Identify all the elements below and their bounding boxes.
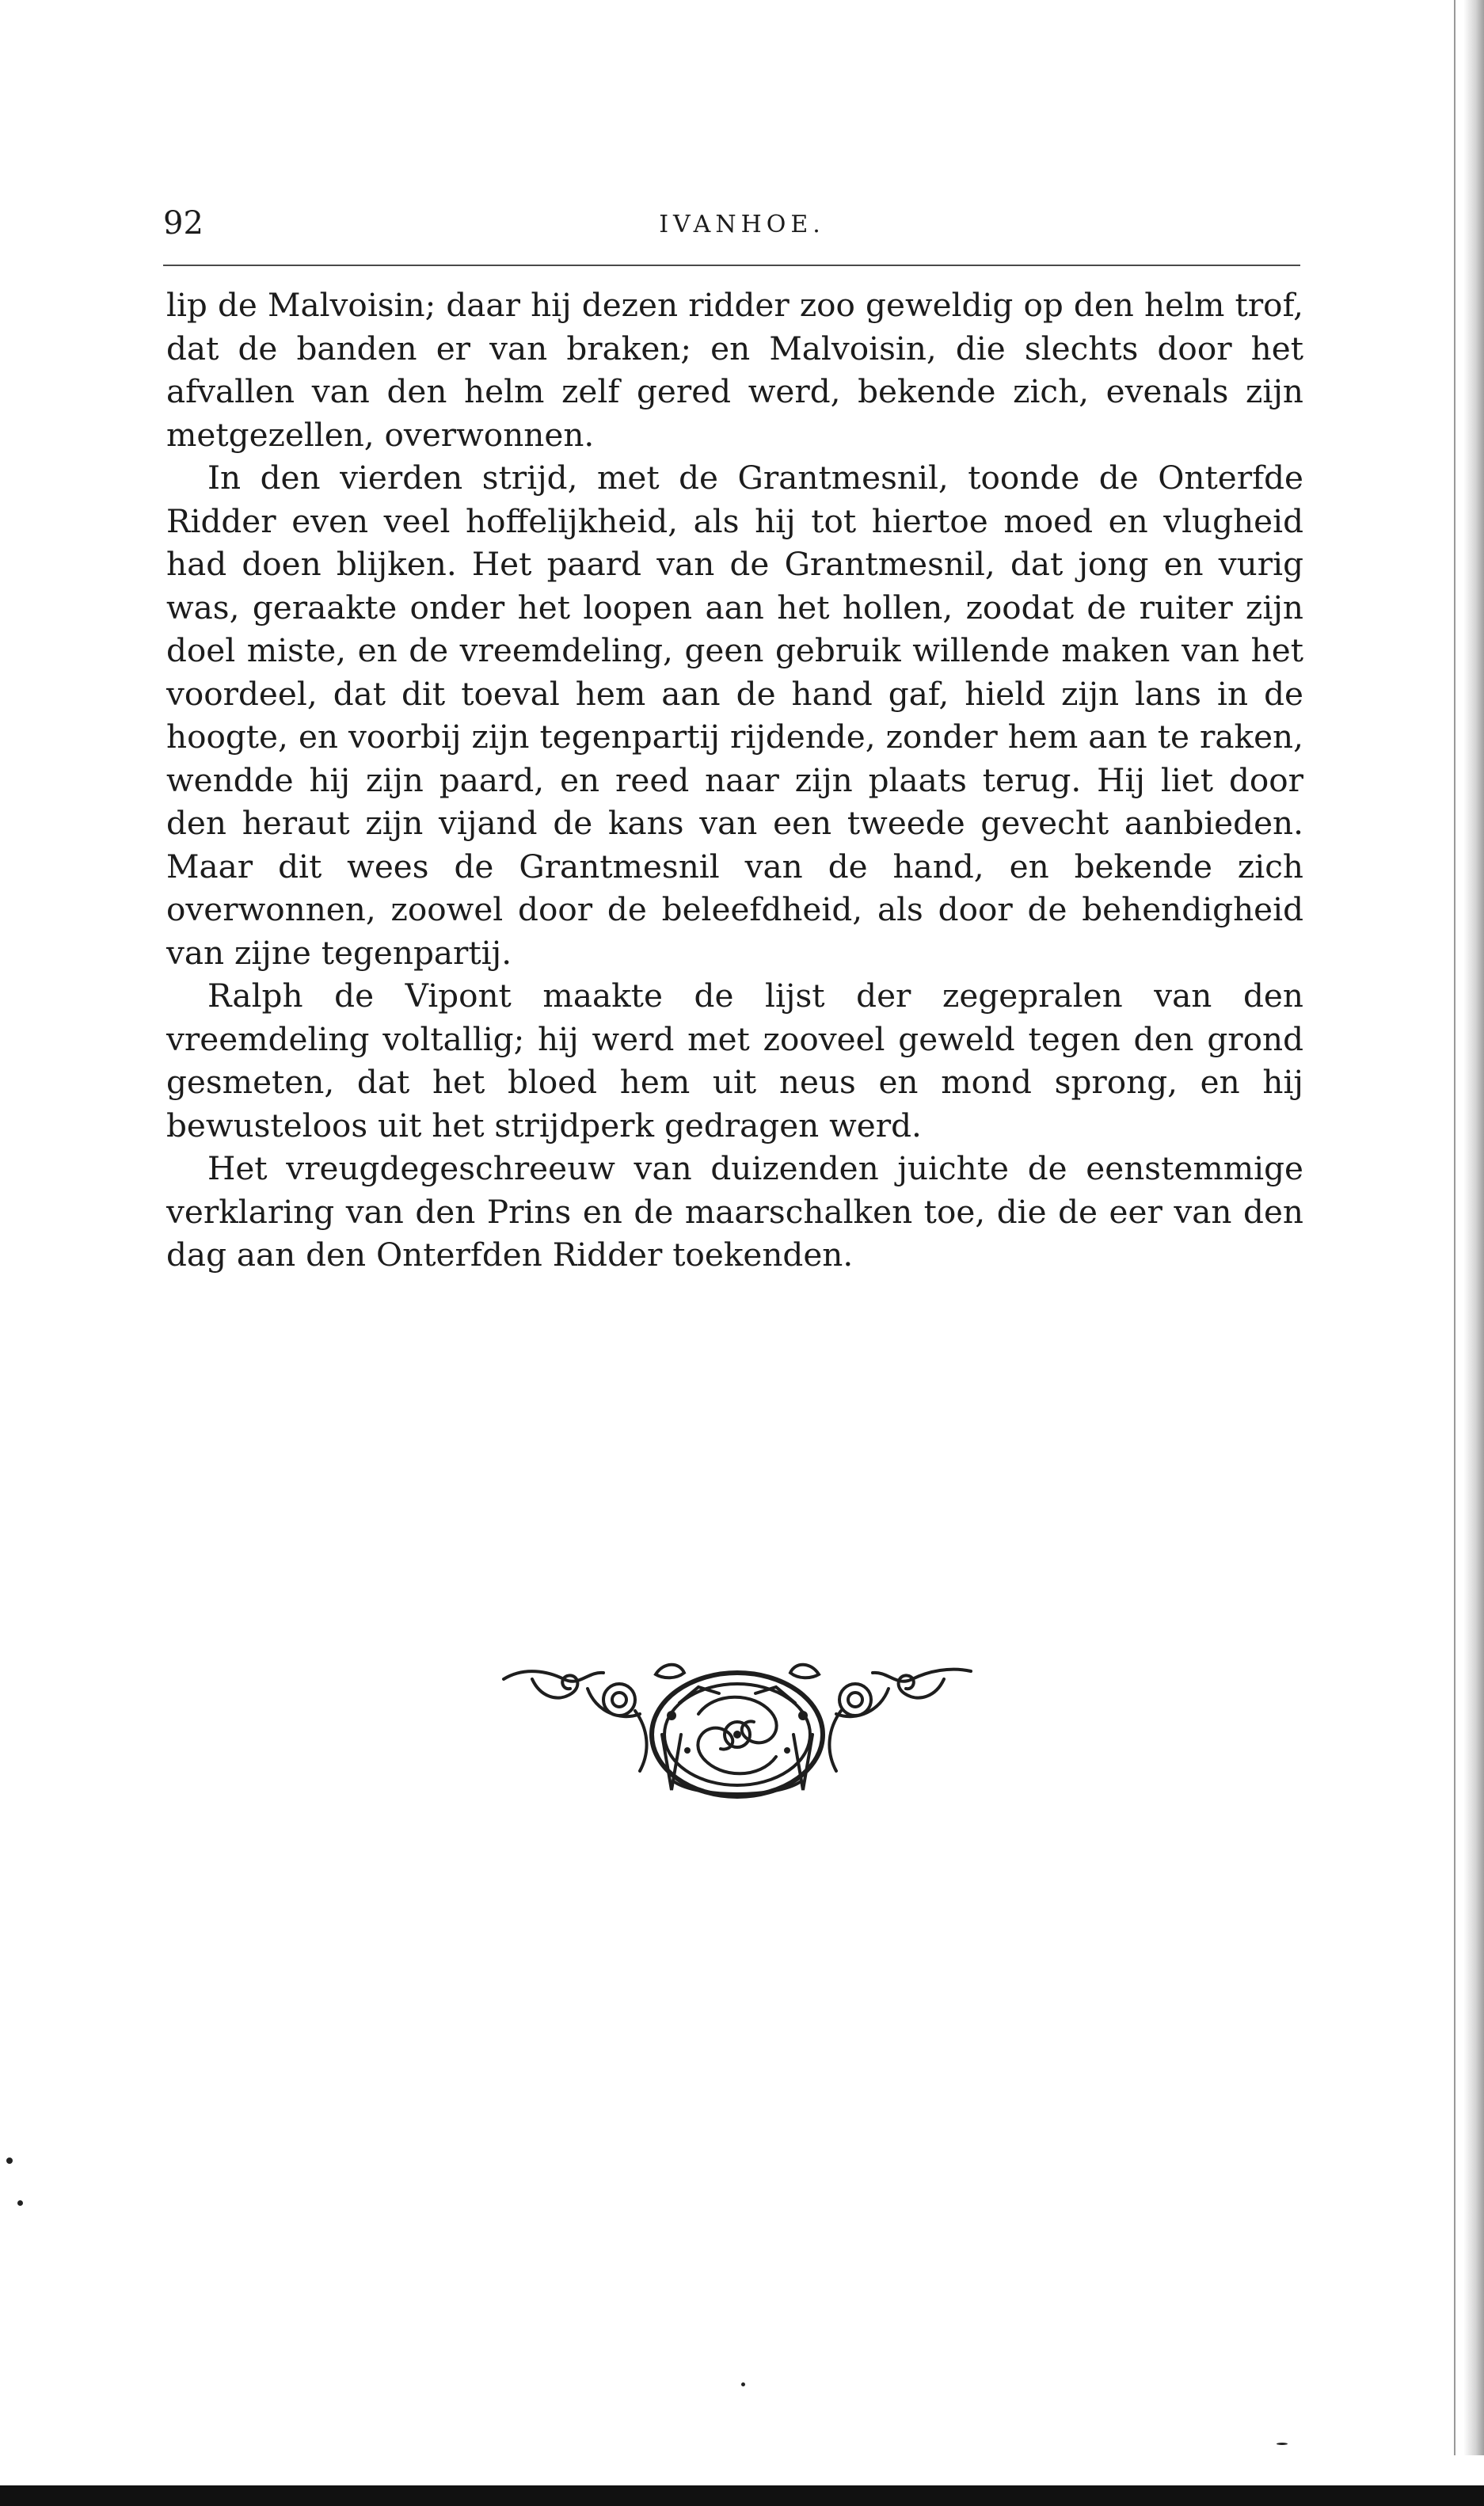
paragraph-2: In den vierden strijd, met de Grantmesnil, toonde de Onterfde Ridder even veel hoffelijkheid, als hij tot hiertoe moed en vlugheid had doen blijken. Het paard van de Grantmesnil, dat jong en vurig was, geraakte onder het loopen aan het hollen, zoodat de ruiter zijn doel miste, en de vreemdeling, geen gebruik willende maken van het voordeel, dat dit toeval hem aan de hand gaf, hield zijn lans in de hoogte, en voorbij zijn tegenpartij rijdende, zonder hem aan te raken, wendde hij zijn paard, en reed naar zijn plaats terug. Hij liet door den heraut zijn vijand de kans van een tweede gevecht aanbieden. Maar dit wees de Grantmesnil van de hand, en bekende zich overwonnen, zoowel door de beleefdheid, als door de behendigheid van zijne tegenpartij. [166, 459, 1303, 972]
scan-speck [6, 2158, 13, 2164]
page-number: 92 [163, 205, 204, 242]
paragraph-3: Ralph de Vipont maakte de lijst der zegepralen van den vreemdeling voltallig; hij werd met zooveel geweld tegen den grond gesmeten, dat het bloed hem uit neus en mond sprong, en hij bewusteloos uit het strijdperk gedragen werd. [166, 977, 1303, 1144]
scan-speck [1277, 2443, 1288, 2445]
paragraph-4: Het vreugdegeschreeuw van duizenden juichte de eenstemmige verklaring van den Prins en de maarschalken toe, die de eer van den dag aan den Onterfden Ridder toekenden. [166, 1149, 1303, 1274]
paragraph-1: lip de Malvoisin; daar hij dezen ridder zoo geweldig op den helm trof, dat de banden er van braken; en Malvoisin, die slechts door het afvallen van den helm zelf gered werd, bekende zich, evenals zijn metgezellen, overwonnen. [166, 286, 1303, 454]
scan-speck [17, 2200, 23, 2206]
page-edge-line [1454, 0, 1455, 2455]
body-text [166, 284, 1303, 1277]
scan-speck [741, 2382, 745, 2386]
page-edge-shadow [1463, 0, 1484, 2455]
bottom-scan-edge [0, 2485, 1484, 2506]
running-title: IVANHOE. [659, 211, 825, 238]
header-rule [163, 265, 1300, 266]
ornament-fleuron-icon [500, 1655, 974, 1806]
